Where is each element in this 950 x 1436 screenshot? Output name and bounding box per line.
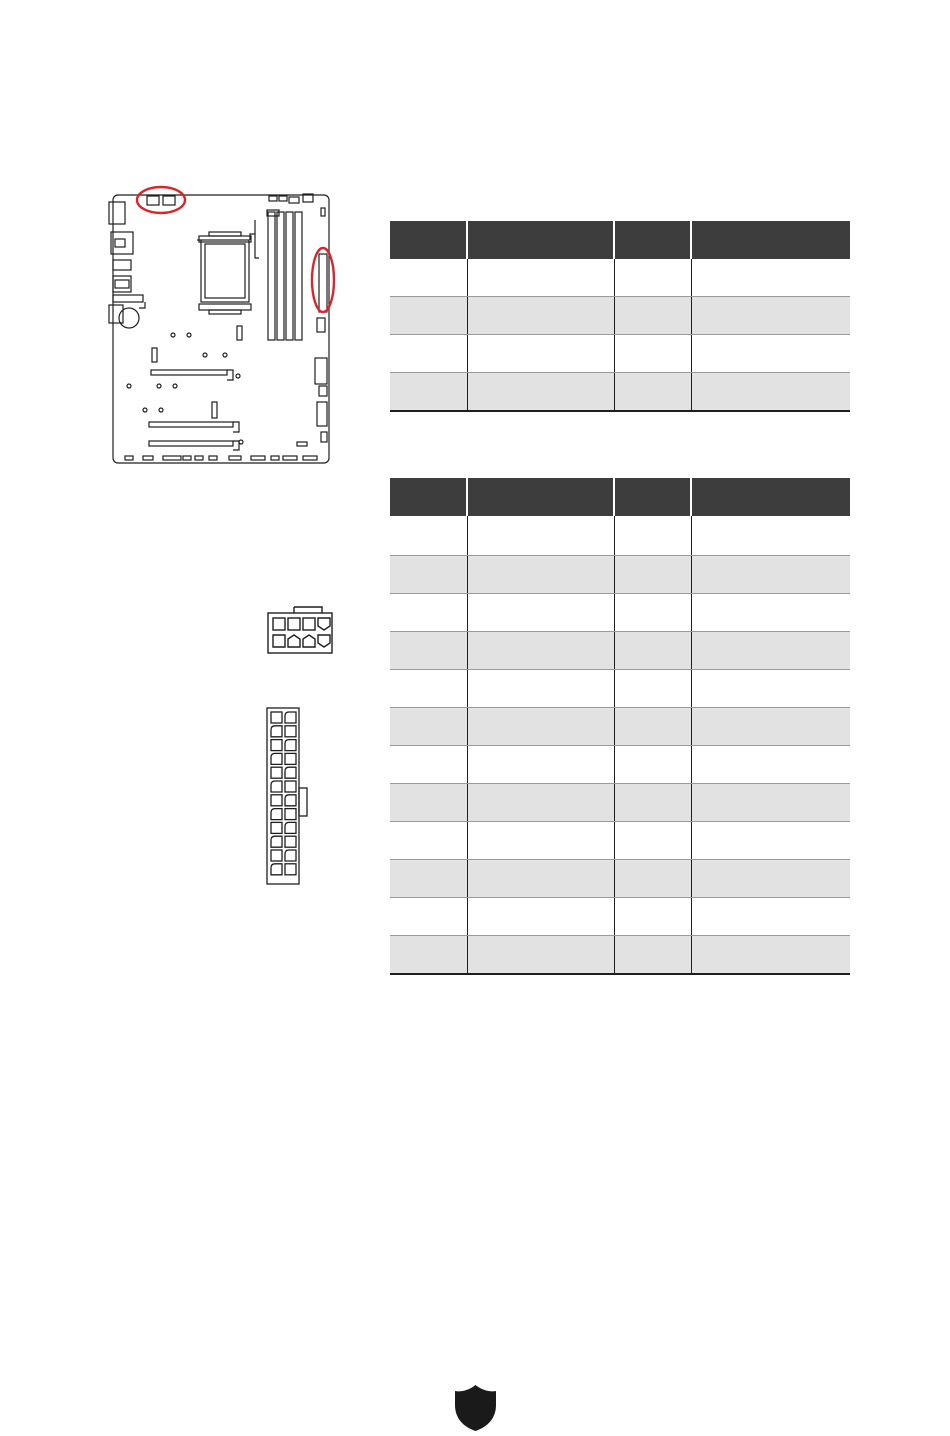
connector-pin: [285, 850, 296, 861]
connector-pin: [271, 753, 282, 764]
table-row: [390, 632, 850, 670]
table-cell: [614, 373, 691, 412]
table-cell: [691, 746, 850, 784]
table-header-cell: [467, 221, 614, 259]
connector-pin: [271, 712, 282, 723]
connector-pin: [285, 712, 296, 723]
table-cell: [691, 898, 850, 936]
motherboard-diagram: [105, 180, 345, 470]
table-cell: [467, 860, 614, 898]
table-cell: [390, 746, 467, 784]
table-cell: [614, 516, 691, 556]
table-row: [390, 259, 850, 297]
table-header-cell: [390, 221, 467, 259]
table-header-cell: [614, 221, 691, 259]
table-cell: [467, 259, 614, 297]
table-cell: [691, 335, 850, 373]
table-cell: [467, 822, 614, 860]
table-cell: [390, 516, 467, 556]
table-row: [390, 746, 850, 784]
table-cell: [691, 784, 850, 822]
table-cell: [614, 708, 691, 746]
table-cell: [614, 936, 691, 975]
table-header-row: [390, 221, 850, 259]
table-cell: [467, 898, 614, 936]
connector-pin: [271, 726, 282, 737]
table-cell: [390, 335, 467, 373]
table-row: [390, 594, 850, 632]
table-cell: [614, 556, 691, 594]
connector-pin: [271, 822, 282, 833]
table-header-cell: [691, 221, 850, 259]
table-row: [390, 708, 850, 746]
table-cell: [390, 936, 467, 975]
table-header-row: [390, 478, 850, 516]
table-cell: [614, 898, 691, 936]
table-cell: [467, 516, 614, 556]
table-header-cell: [390, 478, 467, 516]
table-cell: [691, 632, 850, 670]
connector-pin: [285, 795, 296, 806]
table-cell: [390, 297, 467, 335]
connector-pin: [285, 740, 296, 751]
table-cell: [691, 822, 850, 860]
table-row: [390, 670, 850, 708]
table-cell: [390, 784, 467, 822]
table-cell: [691, 373, 850, 412]
table-cell: [467, 335, 614, 373]
table-cell: [390, 898, 467, 936]
table-cell: [390, 556, 467, 594]
table-cell: [614, 860, 691, 898]
table-row: [390, 297, 850, 335]
connector-pin: [271, 809, 282, 820]
table-cell: [467, 708, 614, 746]
connector-pin: [271, 781, 282, 792]
table-cell: [390, 259, 467, 297]
connector-pin: [271, 850, 282, 861]
connector-pin: [285, 836, 296, 847]
table-header-cell: [691, 478, 850, 516]
table-cell: [691, 556, 850, 594]
table-cell: [467, 784, 614, 822]
table-cell: [390, 860, 467, 898]
table-row: [390, 822, 850, 860]
table-cell: [614, 822, 691, 860]
table-cell: [467, 297, 614, 335]
connector-pin: [271, 864, 282, 875]
table-cell: [390, 632, 467, 670]
table-cell: [691, 594, 850, 632]
table-row: [390, 516, 850, 556]
connector-pin: [271, 740, 282, 751]
table-cell: [691, 860, 850, 898]
table-cell: [691, 936, 850, 975]
table-cell: [691, 297, 850, 335]
table-header-cell: [467, 478, 614, 516]
table-cell: [467, 373, 614, 412]
table-cell: [691, 516, 850, 556]
table-cell: [614, 594, 691, 632]
table-cell: [467, 746, 614, 784]
table-row: [390, 784, 850, 822]
table-cell: [390, 373, 467, 412]
table-cell: [467, 556, 614, 594]
table-row: [390, 373, 850, 412]
24-pin-connector-icon: [262, 705, 312, 890]
table-row: [390, 898, 850, 936]
table-cell: [467, 594, 614, 632]
table-row: [390, 936, 850, 975]
pin-definition-table-2: [390, 478, 850, 975]
8-pin-connector-icon: [262, 605, 334, 657]
table-cell: [614, 335, 691, 373]
table-cell: [467, 632, 614, 670]
connector-pin: [271, 795, 282, 806]
table-cell: [390, 594, 467, 632]
table-cell: [390, 708, 467, 746]
connector-pin: [285, 781, 296, 792]
table-cell: [390, 670, 467, 708]
connector-pin: [271, 836, 282, 847]
connector-pin: [271, 767, 282, 778]
table-cell: [691, 708, 850, 746]
shield-logo-icon: [453, 1383, 498, 1433]
connector-pin: [285, 822, 296, 833]
table-row: [390, 860, 850, 898]
table-cell: [390, 822, 467, 860]
table-cell: [691, 670, 850, 708]
table-cell: [614, 784, 691, 822]
connector-pin: [285, 809, 296, 820]
table-header-cell: [614, 478, 691, 516]
connector-pin: [285, 726, 296, 737]
table-row: [390, 556, 850, 594]
table-cell: [614, 632, 691, 670]
connector-pin: [285, 864, 296, 875]
table-cell: [614, 259, 691, 297]
table-cell: [614, 297, 691, 335]
table-row: [390, 335, 850, 373]
table-cell: [467, 936, 614, 975]
table-cell: [467, 670, 614, 708]
pin-definition-table-1: [390, 221, 850, 412]
connector-pin: [285, 753, 296, 764]
table-cell: [614, 670, 691, 708]
connector-pin: [285, 767, 296, 778]
table-cell: [614, 746, 691, 784]
table-cell: [691, 259, 850, 297]
